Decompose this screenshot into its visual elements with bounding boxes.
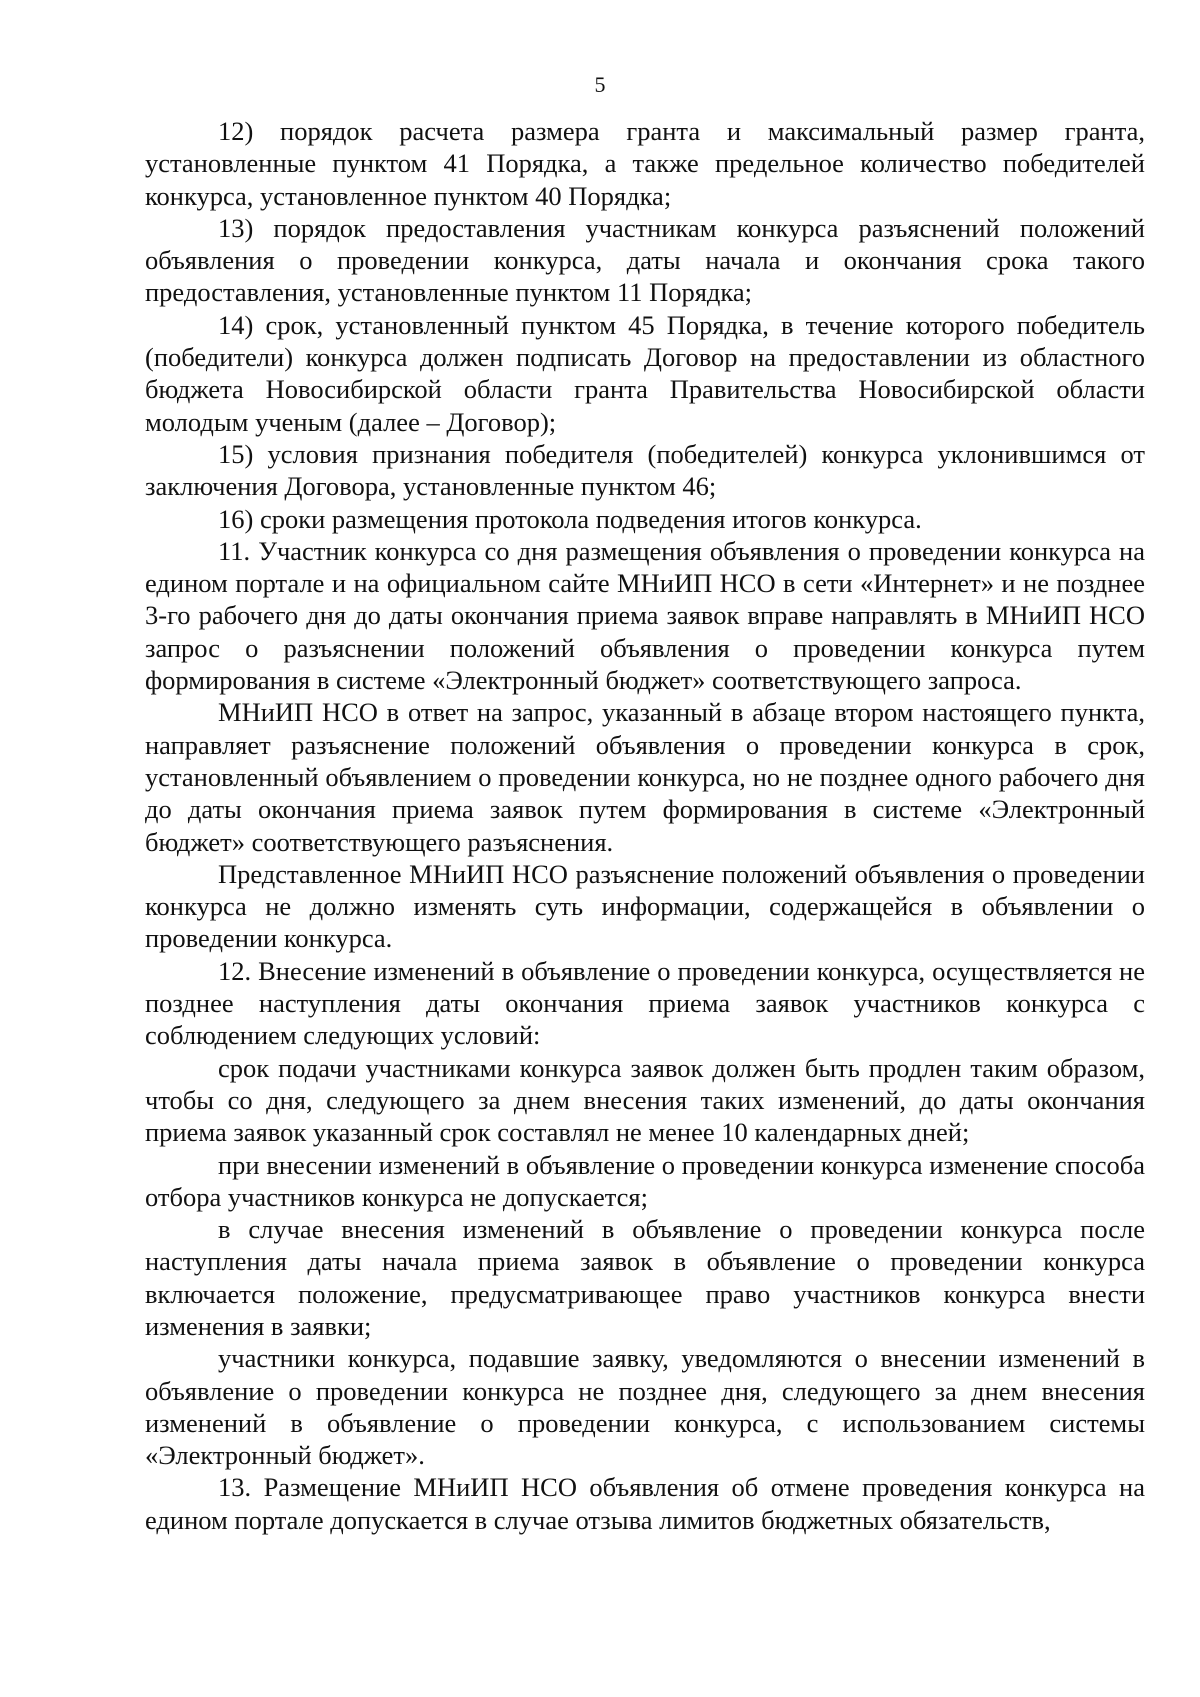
paragraph-clarification-response: МНиИП НСО в ответ на запрос, указанный в абзаце втором настоящего пункта, направляет разъяснение положений объявления о проведении конкурса в срок, установленный объявлением о проведении конкурса, но не позднее одного рабочего дня до даты окончания приема заявок путем формирования в системе «Электронный бюджет» соответствующего разъяснения. <box>145 697 1145 857</box>
paragraph-clarification-content-limit: Представленное МНиИП НСО разъяснение положений объявления о проведении конкурса не должно изменять суть информации, содержащейся в объявлении о проведении конкурса. <box>145 858 1145 954</box>
page-number: 5 <box>594 72 606 97</box>
paragraph-section-13-cancellation: 13. Размещение МНиИП НСО объявления об отмене проведения конкурса на едином портале допускается в случае отзыва лимитов бюджетных обязательств, <box>145 1472 1145 1535</box>
paragraph-section-12-announcement-changes: 12. Внесение изменений в объявление о проведении конкурса, осуществляется не позднее наступления даты окончания приема заявок участников конкурса с соблюдением следующих условий: <box>145 955 1145 1051</box>
paragraph-condition-deadline-extension: срок подачи участниками конкурса заявок должен быть продлен таким образом, чтобы со дня, следующего за днем внесения таких изменений, до даты окончания приема заявок указанный срок составлял не менее 10 календарных дней; <box>145 1052 1145 1148</box>
paragraph-item-15-winner-evasion: 15) условия признания победителя (победителей) конкурса уклонившимся от заключения Договора, установленные пунктом 46; <box>145 438 1145 502</box>
document-body <box>145 115 1145 1536</box>
paragraph-item-16-protocol-timing: 16) сроки размещения протокола подведения итогов конкурса. <box>218 503 922 534</box>
paragraph-item-13-clarification-procedure: 13) порядок предоставления участникам конкурса разъяснений положений объявления о проведении конкурса, даты начала и окончания срока такого предоставления, установленные пунктом 11 Порядка; <box>145 212 1145 308</box>
paragraph-section-11-clarification-request: 11. Участник конкурса со дня размещения объявления о проведении конкурса на едином портале и на официальном сайте МНиИП НСО в сети «Интернет» и не позднее 3-го рабочего дня до даты окончания приема заявок вправе направлять в МНиИП НСО запрос о разъяснении положений объявления о проведении конкурса путем формирования в системе «Электронный бюджет» соответствующего запроса. <box>145 535 1145 696</box>
paragraph-condition-application-changes: в случае внесения изменений в объявление о проведении конкурса после наступления даты начала приема заявок в объявление о проведении конкурса включается положение, предусматривающее право участников конкурса внести изменения в заявки; <box>145 1214 1145 1341</box>
paragraph-item-12-grant-calculation: 12) порядок расчета размера гранта и максимальный размер гранта, установленные пунктом 41 Порядка, а также предельное количество победителей конкурса, установленное пунктом 40 Порядка; <box>145 116 1145 211</box>
paragraph-condition-participant-notification: участники конкурса, подавшие заявку, уведомляются о внесении изменений в объявление о проведении конкурса не позднее дня, следующего за днем внесения изменений в объявление о проведении конкурса, с использованием системы «Электронный бюджет». <box>145 1343 1145 1471</box>
paragraph-condition-selection-method: при внесении изменений в объявление о проведении конкурса изменение способа отбора участников конкурса не допускается; <box>145 1149 1145 1212</box>
paragraph-item-14-contract-deadline: 14) срок, установленный пунктом 45 Порядка, в течение которого победитель (победители) конкурса должен подписать Договор на предоставлении из областного бюджета Новосибирской области гранта Правительства Новосибирской области молодым ученым (далее – Договор); <box>145 309 1145 437</box>
